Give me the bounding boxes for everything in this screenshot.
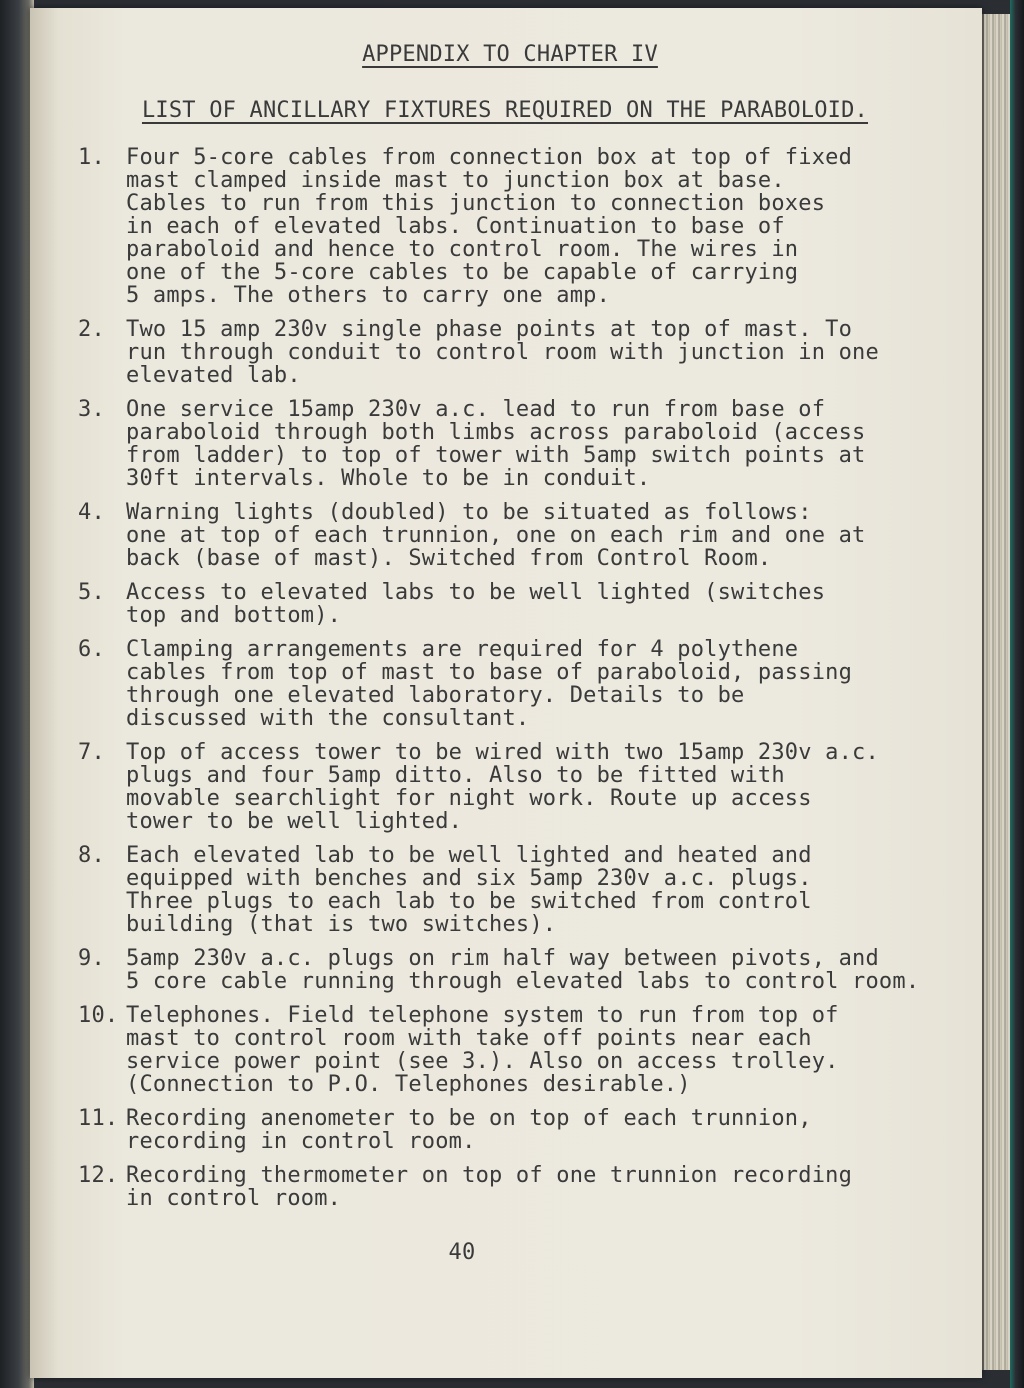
list-item bbox=[78, 1107, 958, 1153]
list-item bbox=[78, 741, 958, 833]
item-number: 2. bbox=[78, 317, 105, 342]
item-number: 1. bbox=[78, 145, 105, 170]
list-item bbox=[78, 1164, 958, 1210]
page-title: APPENDIX TO CHAPTER IV bbox=[362, 42, 658, 67]
item-number: 9. bbox=[78, 946, 105, 971]
list-item bbox=[78, 318, 958, 387]
item-number: 7. bbox=[78, 740, 105, 765]
item-text: Clamping arrangements are required for 4 polythene cables from top of mast to base of paraboloid, passing through one elevated laboratory. Details to be discussed with the consultant. bbox=[126, 637, 853, 731]
page-number: 40 bbox=[448, 1240, 476, 1265]
item-text: Each elevated lab to be well lighted and heated and equipped with benches and six 5amp 230v a.c. plugs. Three plugs to each lab to be switched from control building (that is two switches). bbox=[126, 843, 812, 937]
list-item bbox=[78, 844, 958, 936]
item-text: Two 15 amp 230v single phase points at top of mast. To run through conduit to control room with junction in one elevated lab. bbox=[126, 317, 879, 388]
item-number: 3. bbox=[78, 397, 105, 422]
item-text: Telephones. Field telephone system to run from top of mast to control room with take off points near each service power point (see 3.). Also on access trolley. (Connection to P.O. Telephones desirable.) bbox=[126, 1003, 839, 1097]
list-item bbox=[78, 501, 958, 570]
book-cover-edge bbox=[1010, 0, 1024, 1388]
item-text: Access to elevated labs to be well lighted (switches top and bottom). bbox=[126, 580, 826, 628]
list-item bbox=[78, 581, 958, 627]
book-binding bbox=[0, 0, 34, 1388]
item-number: 5. bbox=[78, 580, 105, 605]
list-item bbox=[78, 638, 958, 730]
list-item bbox=[78, 1004, 958, 1096]
item-text: Recording anenometer to be on top of each trunnion, recording in control room. bbox=[126, 1106, 812, 1154]
list-item bbox=[78, 146, 958, 307]
list-heading: LIST OF ANCILLARY FIXTURES REQUIRED ON THE PARABOLOID. bbox=[141, 98, 869, 123]
item-text: One service 15amp 230v a.c. lead to run from base of paraboloid through both limbs across paraboloid (access from ladder) to top of tower with 5amp switch points at 30ft intervals. Whole to be in conduit. bbox=[126, 397, 866, 491]
list-item bbox=[78, 947, 958, 993]
item-text: 5amp 230v a.c. plugs on rim half way between pivots, and 5 core cable running through elevated labs to control room. bbox=[126, 946, 920, 994]
item-text: Warning lights (doubled) to be situated as follows: one at top of each trunnion, one on each rim and one at back (base of mast). Switched from Control Room. bbox=[126, 500, 866, 571]
item-number: 6. bbox=[78, 637, 105, 662]
item-text: Recording thermometer on top of one trunnion recording in control room. bbox=[126, 1163, 853, 1211]
item-text: Top of access tower to be wired with two 15amp 230v a.c. plugs and four 5amp ditto. Also to be fitted with movable searchlight for night work. Route up access tower to be well lighted. bbox=[126, 740, 879, 834]
item-number: 11. bbox=[78, 1106, 119, 1131]
item-number: 10. bbox=[78, 1003, 119, 1028]
document-page bbox=[30, 8, 982, 1378]
item-number: 4. bbox=[78, 500, 105, 525]
fixtures-list bbox=[78, 146, 958, 1221]
item-text: Four 5-core cables from connection box at top of fixed mast clamped inside mast to junction box at base. Cables to run from this junction to connection boxes in each of elevated labs. Continuation to base of paraboloid and hence to control room. The wires in one of the 5-core cables to be capable of carrying 5 amps. The others to carry one amp. bbox=[126, 145, 853, 308]
list-item bbox=[78, 398, 958, 490]
item-number: 12. bbox=[78, 1163, 119, 1188]
item-number: 8. bbox=[78, 843, 105, 868]
